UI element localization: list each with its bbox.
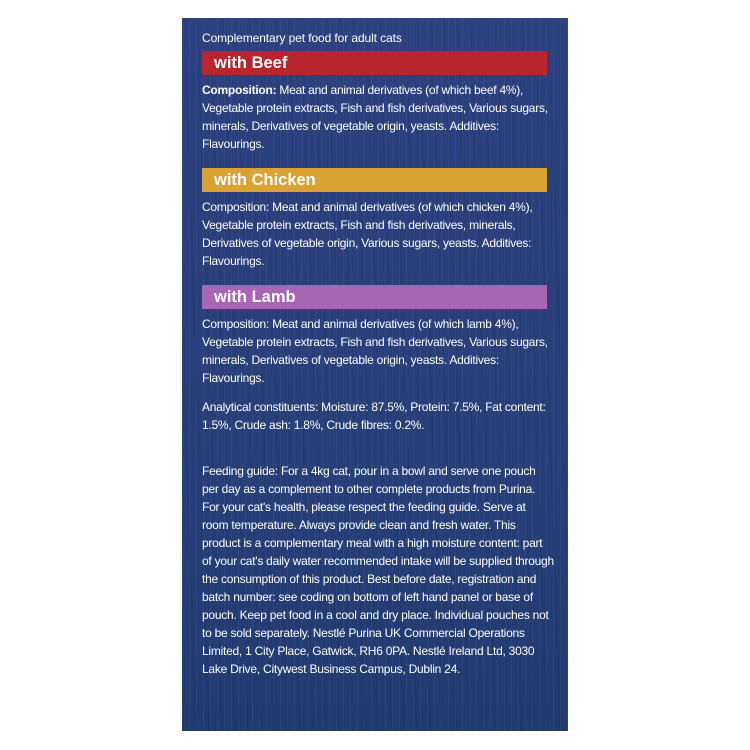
- chicken-heading: with Chicken: [202, 168, 547, 192]
- beef-composition: [202, 81, 554, 153]
- intro-text: Complementary pet food for adult cats: [202, 31, 402, 45]
- analytical-constituents: Analytical constituents: Moisture: 87.5%, Protein: 7.5%, Fat content: 1.5%, Crude ash: 1.8%, Crude fibres: 0.2%.: [202, 400, 546, 432]
- feeding-guide: Feeding guide: For a 4kg cat, pour in a bowl and serve one pouch per day as a complement to other complete products from Purina. For your cat's health, please respect the feeding guide. Serve at room temperature. Always provide clean and fresh water. This product is a complementary meal with a high moisture content: part of your cat's daily water recommended intake will be supplied through the consumption of this product. Best before date, registration and batch number: see coding on bottom of left hand panel or base of pouch. Keep pet food in a cool and dry place. Individual pouches not to be sold separately. Nestlé Purina UK Commercial Operations Limited, 1 City Place, Gatwick, RH6 0PA. Nestlé Ireland Ltd, 3030 Lake Drive, Citywest Business Campus, Dublin 24.: [202, 464, 554, 676]
- lamb-heading: with Lamb: [202, 285, 547, 309]
- beef-heading: with Beef: [202, 51, 547, 75]
- beef-composition-label: Composition:: [202, 83, 277, 97]
- label-panel: [182, 18, 568, 731]
- beef-composition-text: Meat and animal derivatives (of which beef 4%), Vegetable protein extracts, Fish and fish derivatives, Various sugars, minerals, Derivatives of vegetable origin, yeasts. Additives: Flavourings.: [202, 83, 548, 151]
- lamb-composition: Composition: Meat and animal derivatives (of which lamb 4%), Vegetable protein extracts, Fish and fish derivatives, Various sugars, minerals, Derivatives of vegetable origin, yeasts. Additives: Flavourings.: [202, 317, 548, 385]
- chicken-composition: Composition: Meat and animal derivatives (of which chicken 4%), Vegetable protein extracts, Fish and fish derivatives, minerals, Derivatives of vegetable origin, Various sugars, yeasts. Additives: Flavourings.: [202, 200, 533, 268]
